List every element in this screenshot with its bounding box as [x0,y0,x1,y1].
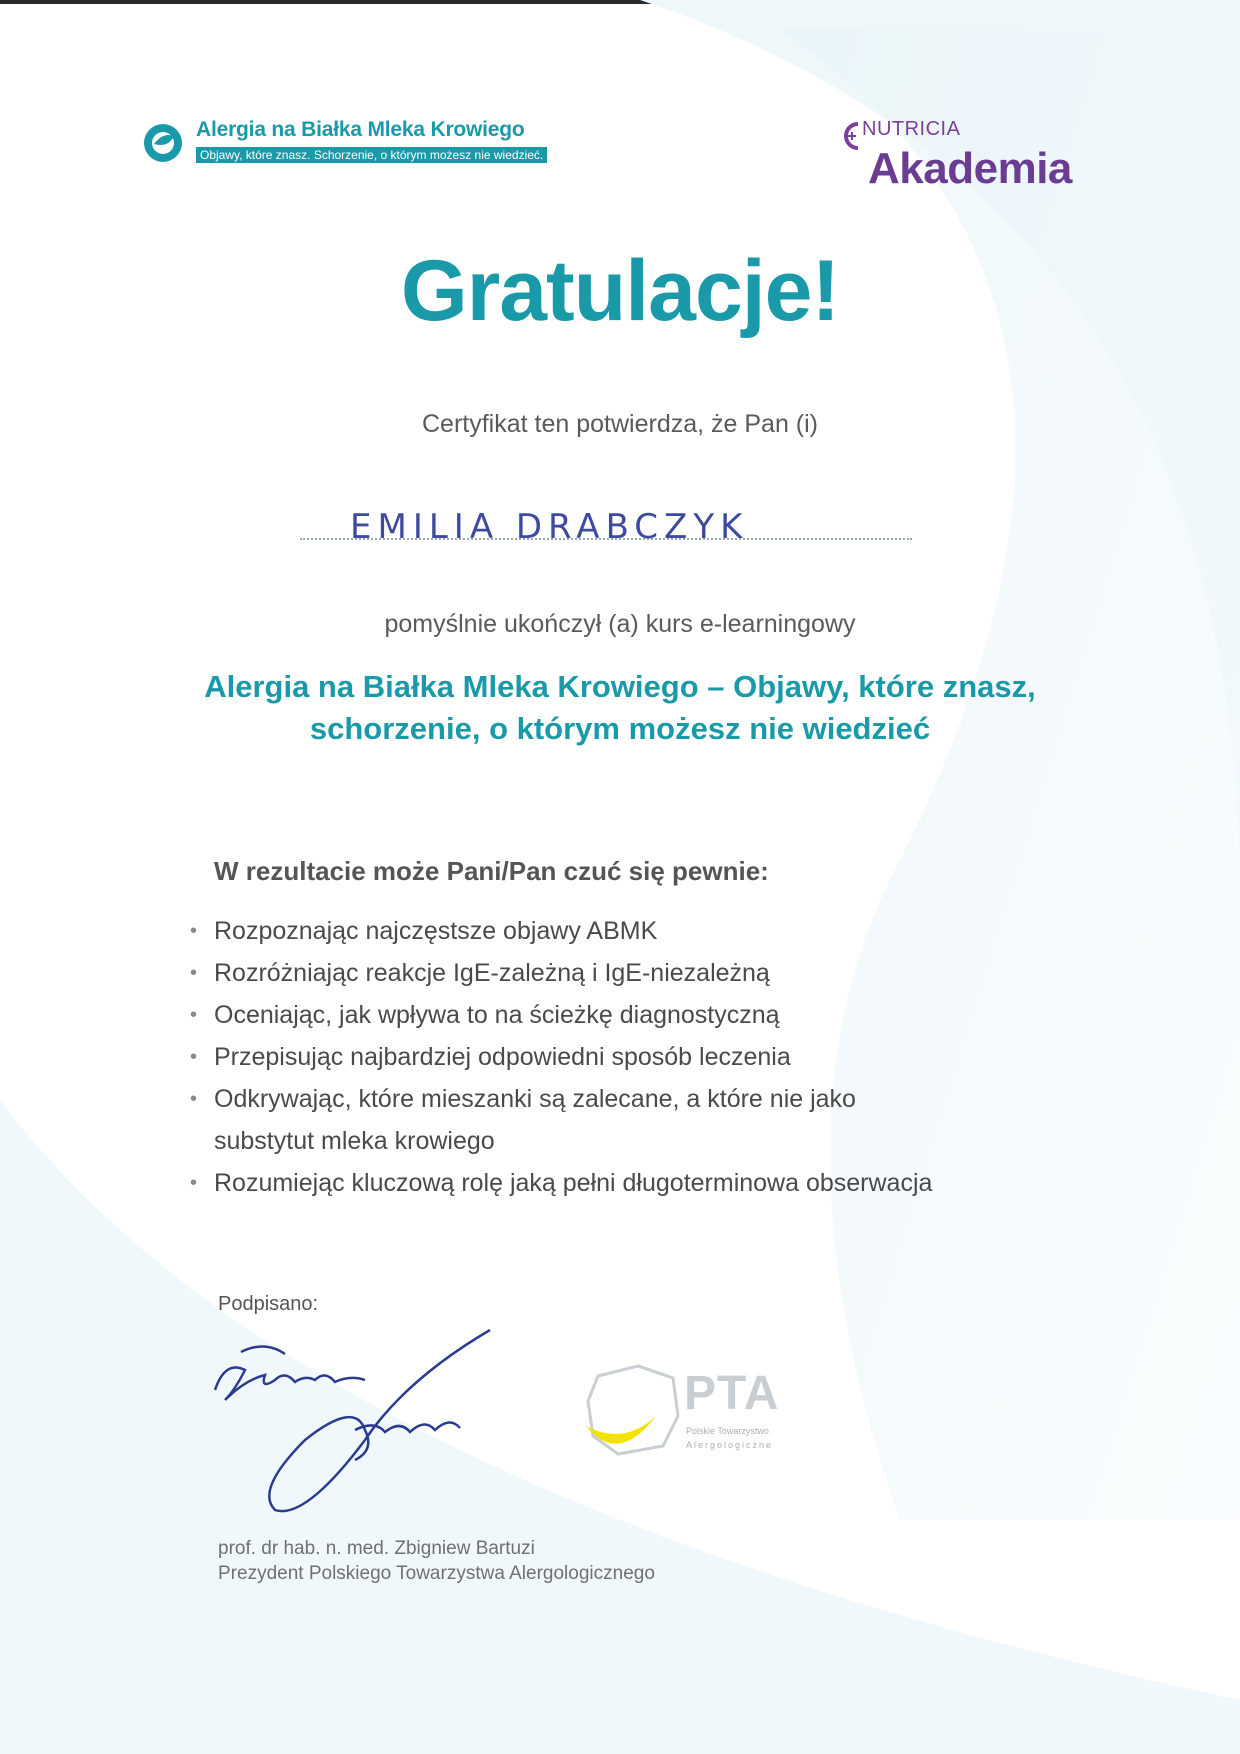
completed-text: pomyślnie ukończył (a) kurs e-learningowy [384,610,856,638]
abmk-logo-tagline: Objawy, które znasz. Schorzenie, o którym możesz nie wiedzieć. [196,147,547,163]
course-title [100,666,1140,750]
bullet-icon: • [190,1004,198,1026]
outcomes-heading: W rezultacie może Pani/Pan czuć się pewnie: [214,856,769,886]
outcome-text: Przepisując najbardziej odpowiedni sposób leczenia [214,1043,791,1071]
list-item [186,994,1086,1036]
outcome-text: Oceniając, jak wpływa to na ścieżkę diagnostyczną [214,1001,780,1029]
pta-logo [578,1356,808,1466]
list-item [186,1036,1086,1078]
akademia-name: Akademia [868,144,1072,193]
abmk-logo-title: Alergia na Białka Mleka Krowiego [196,118,525,141]
list-item [186,910,1086,952]
bullet-icon: • [190,962,198,984]
leaf-drop-icon [142,122,184,164]
abmk-logo [142,116,562,172]
recipient-name-handwritten [340,496,860,546]
outcome-text: Rozumiejąc kluczową rolę jaką pełni długoterminowa obserwacja [214,1169,933,1197]
outcomes-list [186,910,1086,1204]
confirm-text: Certyfikat ten potwierdza, że Pan (i) [422,410,818,438]
bullet-icon: • [190,1088,198,1110]
pta-subtitle-1: Polskie Towarzystwo [686,1426,769,1436]
nutricia-akademia-logo [838,116,1098,196]
outcome-text: Odkrywając, które mieszanki są zalecane, a które nie jako substytut mleka krowiego [214,1085,856,1155]
pta-acronym: PTA [684,1367,780,1420]
recipient-name: EMILIA DRABCZYK [350,507,749,546]
signed-label: Podpisano: [218,1293,319,1315]
pta-subtitle-2: Alergologiczne [686,1440,774,1450]
nutricia-brand: NUTRICIA [862,118,961,140]
bullet-icon: • [190,920,198,942]
poland-map-moon-icon [578,1356,688,1466]
course-title-line2: schorzenie, o którym możesz nie wiedzieć [309,711,931,746]
list-item [186,1078,934,1162]
signer-name: prof. dr hab. n. med. Zbigniew Bartuzi [218,1538,535,1559]
bullet-icon: • [190,1172,198,1194]
bullet-icon: • [190,1046,198,1068]
outcome-text: Rozróżniając reakcje IgE-zależną i IgE-niezależną [214,959,770,987]
handwritten-signature [205,1320,525,1520]
list-item [186,1162,1086,1204]
list-item [186,952,1086,994]
outcome-text: Rozpoznając najczęstsze objawy ABMK [214,917,658,945]
signer-role: Prezydent Polskiego Towarzystwa Alergologicznego [218,1563,655,1584]
certificate-title: Gratulacje! [400,243,840,339]
course-title-line1: Alergia na Białka Mleka Krowiego – Objawy, które znasz, [204,669,1036,704]
